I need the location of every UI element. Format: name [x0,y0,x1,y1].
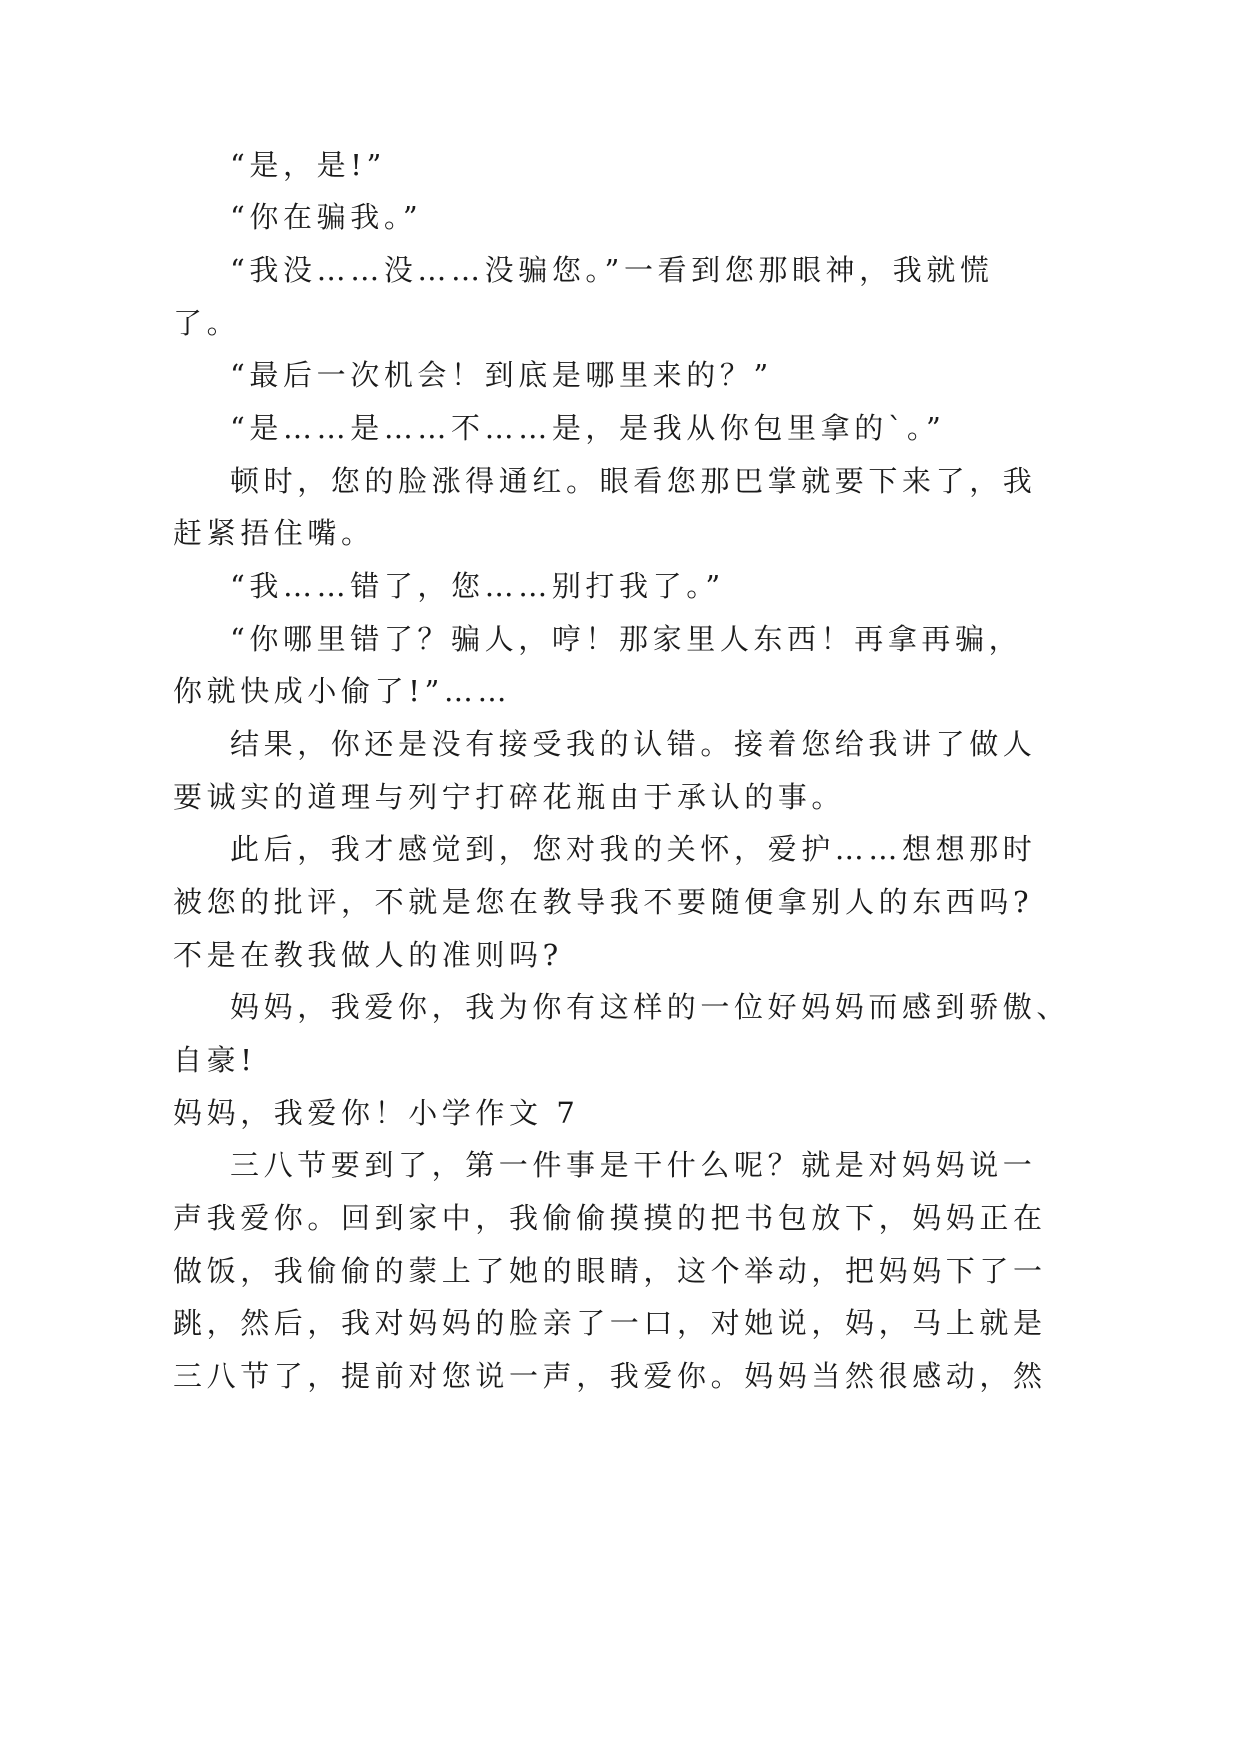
text-line: “是……是……不……是，是我从你包里拿的`。” [230,411,946,445]
text-line: 自豪! [173,1043,257,1077]
section-heading: 妈妈，我爱你！小学作文 7 [173,1096,580,1130]
text-line: 顿时，您的脸涨得通红。眼看您那巴掌就要下来了，我 [230,464,1037,498]
text-line: 不是在教我做人的准则吗? [173,938,563,972]
text-line: “你哪里错了？骗人，哼！那家里人东西！再拿再骗， [230,622,1023,656]
text-line: 赶紧捂住嘴。 [173,516,375,550]
text-line: “是，是!” [230,148,386,182]
text-line: “我没……没……没骗您。”一看到您那眼神，我就慌 [230,253,994,287]
text-line: 你就快成小偷了!”…… [173,674,512,708]
text-line: 三八节要到了，第一件事是干什么呢？就是对妈妈说一 [230,1148,1037,1182]
text-line: “我……错了，您……别打我了。” [230,569,725,603]
text-line: 要诚实的道理与列宁打碎花瓶由于承认的事。 [173,780,846,814]
text-line: 被您的批评，不就是您在教导我不要随便拿别人的东西吗? [173,885,1034,919]
text-line: 三八节了，提前对您说一声，我爱你。妈妈当然很感动，然 [173,1359,1047,1393]
text-line: 声我爱你。回到家中，我偷偷摸摸的把书包放下，妈妈正在 [173,1201,1047,1235]
text-line: 跳，然后，我对妈妈的脸亲了一口，对她说，妈，马上就是 [173,1306,1047,1340]
text-line: 了。 [173,306,241,340]
text-line: 妈妈，我爱你，我为你有这样的一位好妈妈而感到骄傲、 [230,990,1071,1024]
text-line: 此后，我才感觉到，您对我的关怀，爱护……想想那时 [230,832,1037,866]
text-line: 做饭，我偷偷的蒙上了她的眼睛，这个举动，把妈妈下了一 [173,1254,1047,1288]
text-line: 结果，你还是没有接受我的认错。接着您给我讲了做人 [230,727,1037,761]
text-line: “你在骗我。” [230,200,423,234]
text-line: “最后一次机会！到底是哪里来的？” [230,358,773,392]
